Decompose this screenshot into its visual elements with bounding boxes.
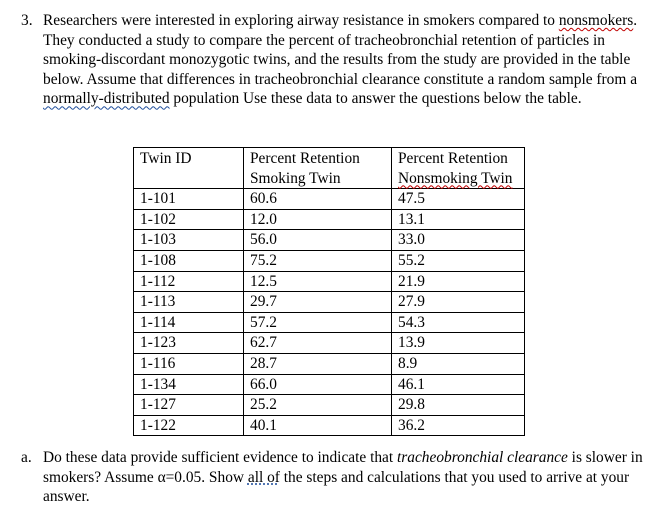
table-row <box>134 271 525 292</box>
cell-twin-id: 1-123 <box>134 333 244 354</box>
cell-twin-id: 1-116 <box>134 353 244 374</box>
header-line: Percent Retention <box>250 150 360 167</box>
cell-smoking-retention: 62.7 <box>244 333 392 354</box>
table-row <box>134 353 525 374</box>
table-row <box>134 395 525 416</box>
cell-nonsmoking-retention: 33.0 <box>392 230 525 251</box>
cell-twin-id: 1-113 <box>134 292 244 313</box>
cell-nonsmoking-retention: 29.8 <box>392 395 525 416</box>
cell-nonsmoking-retention: 13.1 <box>392 209 525 230</box>
table-row <box>134 209 525 230</box>
header-line: Twin ID <box>140 150 192 167</box>
question-text-part: . They conducted a study to compare the percent of tracheobronchial retention of particles in smoking-discordant monozygotic twins, and the results from the study are provided in the table below. Assume that differences in tracheobronchial clearance constitute a random sample from a <box>43 12 638 88</box>
cell-twin-id: 1-122 <box>134 415 244 436</box>
table-row <box>134 250 525 271</box>
question-text-part-grammar: normally-distributed <box>43 90 170 108</box>
table-row <box>134 312 525 333</box>
question-part-a <box>0 448 660 507</box>
header-line: Nonsmoking Twin <box>398 169 513 187</box>
cell-twin-id: 1-114 <box>134 312 244 333</box>
cell-nonsmoking-retention: 21.9 <box>392 271 525 292</box>
cell-smoking-retention: 29.7 <box>244 292 392 313</box>
cell-smoking-retention: 57.2 <box>244 312 392 333</box>
table-header-row <box>134 148 525 189</box>
question-text-part-misspelled: nonsmokers <box>558 12 634 29</box>
cell-smoking-retention: 60.6 <box>244 189 392 210</box>
cell-nonsmoking-retention: 13.9 <box>392 333 525 354</box>
header-line: Percent Retention <box>398 150 508 167</box>
cell-twin-id: 1-101 <box>134 189 244 210</box>
part-a-text-part: the steps and calculations that you used to arrive at your answer. <box>43 468 630 506</box>
cell-smoking-retention: 25.2 <box>244 395 392 416</box>
question-text-part: population Use these data to answer the questions below the table. <box>169 90 582 108</box>
table-row <box>134 189 525 210</box>
question-text-part: Researchers were interested in exploring airway resistance in smokers compared to <box>43 12 559 29</box>
part-a-text-part: is slower in smokers? Assume α=0.05. Show <box>43 449 643 486</box>
header-nonsmoking-twin <box>392 148 525 189</box>
table-row <box>134 230 525 251</box>
part-a-text-italic: tracheobronchial clearance <box>397 449 568 466</box>
part-a-text-part: Do these data provide sufficient evidence to indicate that <box>43 449 397 466</box>
cell-nonsmoking-retention: 36.2 <box>392 415 525 436</box>
part-a-text <box>43 448 655 507</box>
part-a-label: a. <box>21 449 32 466</box>
cell-twin-id: 1-112 <box>134 271 244 292</box>
table-row <box>134 333 525 354</box>
cell-nonsmoking-retention: 47.5 <box>392 189 525 210</box>
cell-twin-id: 1-103 <box>134 230 244 251</box>
cell-smoking-retention: 12.0 <box>244 209 392 230</box>
cell-twin-id: 1-102 <box>134 209 244 230</box>
header-twin-id <box>134 148 244 189</box>
cell-nonsmoking-retention: 8.9 <box>392 353 525 374</box>
table-row <box>134 374 525 395</box>
cell-twin-id: 1-127 <box>134 395 244 416</box>
table-body <box>134 189 525 436</box>
cell-nonsmoking-retention: 55.2 <box>392 250 525 271</box>
cell-nonsmoking-retention: 46.1 <box>392 374 525 395</box>
cell-smoking-retention: 56.0 <box>244 230 392 251</box>
table-row <box>134 292 525 313</box>
question-3 <box>0 11 660 109</box>
header-smoking-twin <box>244 148 392 189</box>
part-a-text-dotted: all of <box>247 468 280 486</box>
header-line: Smoking Twin <box>250 169 341 187</box>
cell-smoking-retention: 40.1 <box>244 415 392 436</box>
twin-retention-table <box>133 147 525 436</box>
cell-twin-id: 1-134 <box>134 374 244 395</box>
question-text <box>43 11 655 109</box>
table-row <box>134 415 525 436</box>
cell-nonsmoking-retention: 27.9 <box>392 292 525 313</box>
question-number: 3. <box>21 12 33 29</box>
cell-smoking-retention: 75.2 <box>244 250 392 271</box>
cell-smoking-retention: 66.0 <box>244 374 392 395</box>
cell-smoking-retention: 28.7 <box>244 353 392 374</box>
cell-twin-id: 1-108 <box>134 250 244 271</box>
cell-nonsmoking-retention: 54.3 <box>392 312 525 333</box>
cell-smoking-retention: 12.5 <box>244 271 392 292</box>
